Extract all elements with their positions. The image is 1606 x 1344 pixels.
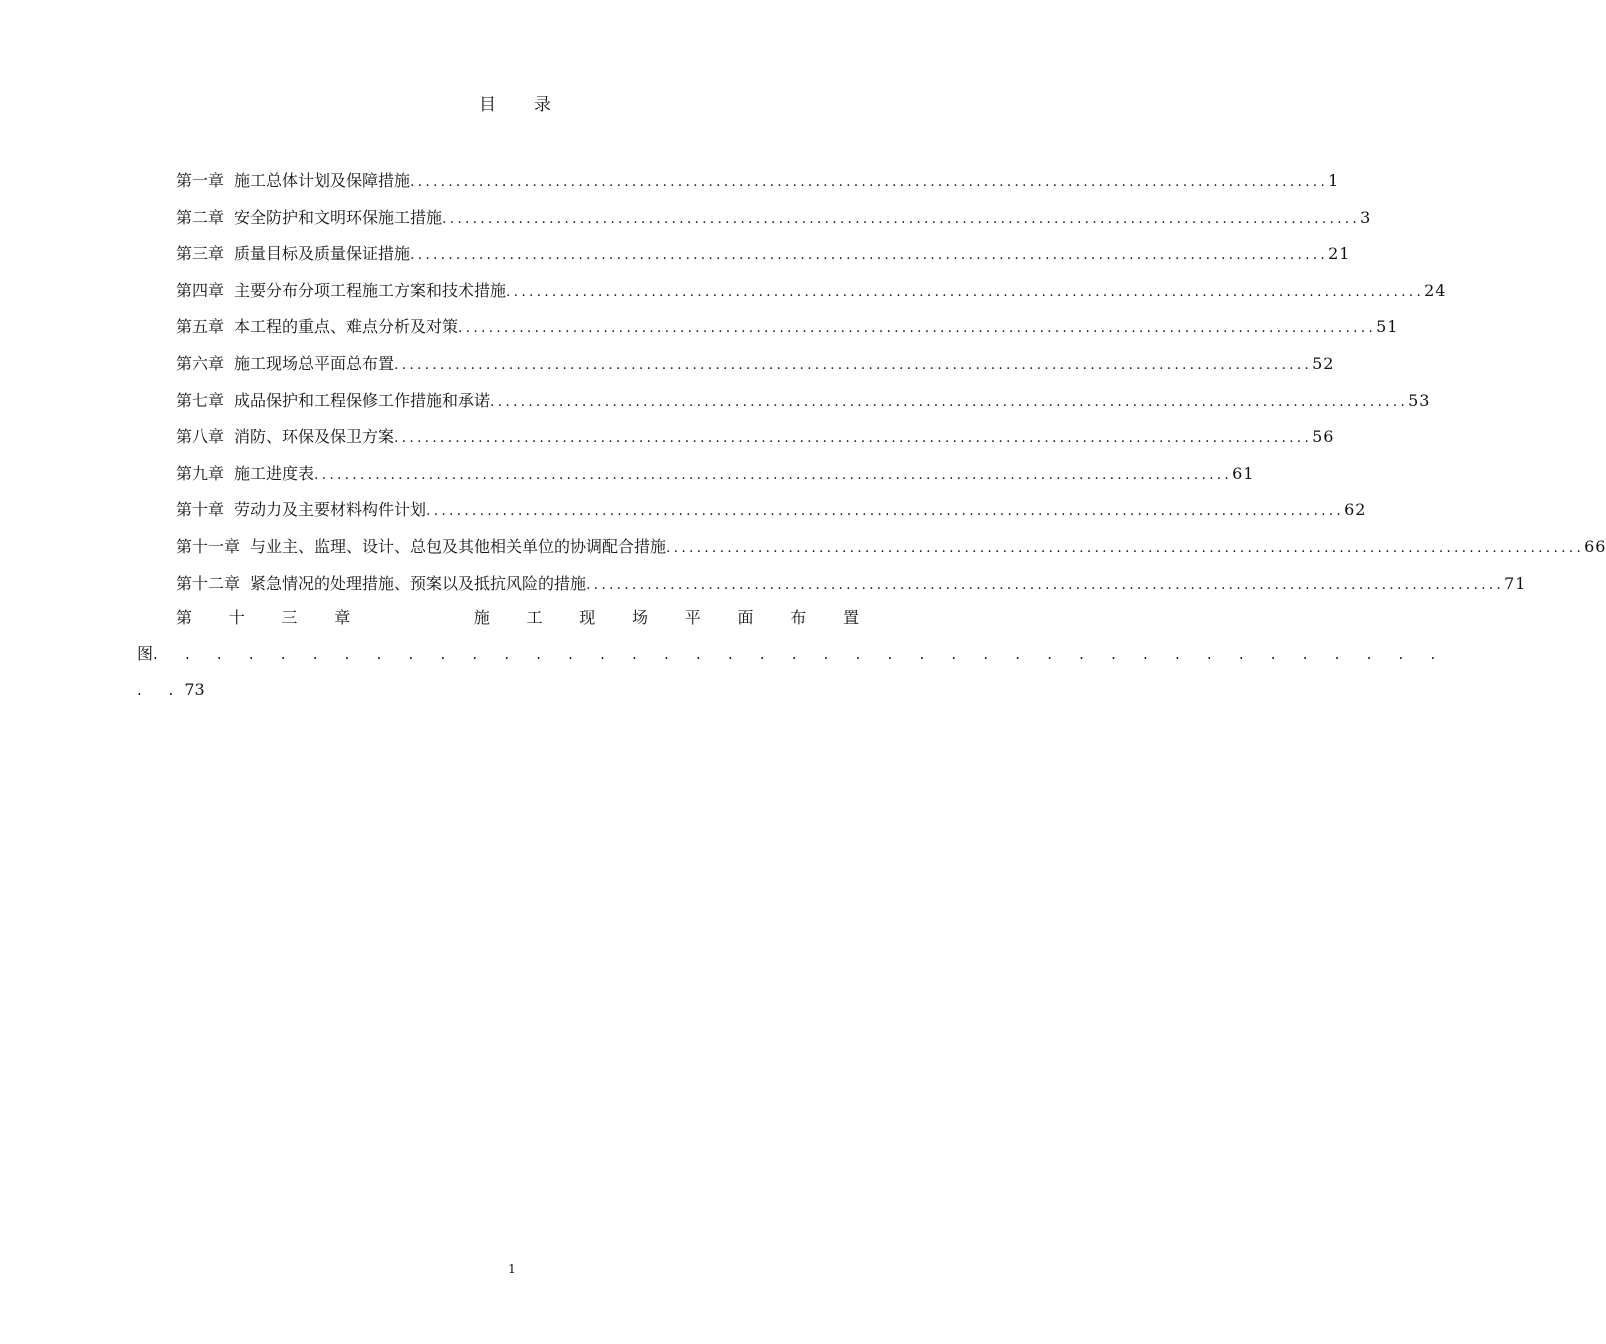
toc-leader-dots: ........................................................................................................................	[442, 210, 1361, 227]
toc-13-line2-start: 图	[137, 644, 154, 663]
toc-chapter-label: 第五章	[176, 317, 225, 337]
toc-page-number: 3	[1360, 207, 1372, 227]
toc-chapter-label: 第十二章	[176, 573, 241, 593]
footer-page-number: 1	[508, 1262, 516, 1276]
toc-page-number: 71	[1504, 573, 1527, 593]
toc-chapter-title: 施工总体计划及保障措施	[234, 171, 411, 190]
toc-leader-dots: ........................................................................................................................	[586, 576, 1505, 593]
toc-chapter-title: 施工现场总平面总布置	[234, 353, 395, 373]
toc-page-number: 21	[1328, 244, 1351, 264]
toc-entry-5[interactable]	[176, 309, 1399, 346]
toc-13-char: 现	[579, 608, 596, 627]
toc-chapter-label: 第八章	[176, 427, 225, 447]
toc-title	[0, 90, 1030, 115]
toc-page-number: 53	[1408, 390, 1431, 410]
toc-chapter-title: 主要分布分项工程施工方案和技术措施	[234, 280, 507, 300]
toc-leader-dots: ........................................................................................................................	[666, 539, 1585, 556]
toc-13-char: 平	[684, 608, 701, 627]
toc-13-char: 章	[334, 608, 351, 627]
toc-title-char-2: 录	[534, 95, 551, 115]
toc-13-leader-dots: . . . . . . . . . . . . . . . . . . . . . . . . . . . . . . . . . . . . . . . . .	[153, 645, 1447, 663]
toc-page-number: 66	[1584, 536, 1606, 556]
toc-chapter-title: 与业主、监理、设计、总包及其他相关单位的协调配合措施	[250, 536, 667, 556]
toc-chapter-title: 劳动力及主要材料构件计划	[234, 500, 427, 520]
toc-entry-10[interactable]	[176, 492, 1367, 529]
toc-entry-2[interactable]	[176, 200, 1372, 237]
toc-chapter-title: 安全防护和文明环保施工措施	[234, 207, 443, 227]
toc-entry-11[interactable]	[176, 529, 1606, 566]
toc-chapter-title: 施工进度表	[234, 463, 315, 483]
toc-chapter-title: 消防、环保及保卫方案	[234, 427, 395, 447]
toc-entry-3[interactable]	[176, 236, 1351, 273]
toc-13-char: 十	[228, 608, 245, 627]
toc-entry-13-line-2	[137, 636, 1447, 672]
toc-chapter-title: 本工程的重点、难点分析及对策	[234, 317, 459, 337]
toc-page-number: 24	[1424, 280, 1447, 300]
toc-entry-12[interactable]	[176, 566, 1527, 603]
toc-leader-dots: ........................................................................................................................	[506, 283, 1425, 300]
toc-chapter-label: 第六章	[176, 353, 225, 373]
toc-entry-8[interactable]	[176, 419, 1335, 456]
toc-13-char: 第	[176, 608, 193, 627]
toc-entry-7[interactable]	[176, 383, 1431, 420]
toc-chapter-label: 第二章	[176, 207, 225, 227]
toc-leader-dots: ........................................................................................................................	[490, 393, 1409, 410]
toc-leader-dots: ........................................................................................................................	[458, 320, 1377, 337]
toc-entry-1[interactable]	[176, 163, 1340, 200]
toc-chapter-label: 第四章	[176, 280, 225, 300]
toc-13-char: 面	[737, 608, 754, 627]
toc-13-char: 施	[473, 608, 490, 627]
toc-chapter-label: 第三章	[176, 244, 225, 264]
toc-chapter-label: 第九章	[176, 463, 225, 483]
toc-chapter-label: 第七章	[176, 390, 225, 410]
toc-leader-dots: ........................................................................................................................	[394, 356, 1313, 373]
toc-13-char: 三	[281, 608, 298, 627]
toc-page-number: 51	[1376, 317, 1399, 337]
toc-entry-9[interactable]	[176, 456, 1255, 493]
toc-13-char: 布	[790, 608, 807, 627]
toc-page-number: 62	[1344, 500, 1367, 520]
toc-chapter-label: 第十一章	[176, 536, 241, 556]
toc-13-char: 场	[631, 608, 648, 627]
toc-entry-13[interactable]	[137, 600, 1447, 708]
toc-entry-13-line-1	[176, 600, 859, 636]
toc-leader-dots: ........................................................................................................................	[410, 247, 1329, 264]
toc-chapter-label: 第一章	[176, 171, 225, 190]
toc-entry-13-line-3	[137, 672, 859, 708]
toc-chapter-label: 第十章	[176, 500, 225, 520]
toc-chapter-title: 紧急情况的处理措施、预案以及抵抗风险的措施	[250, 573, 587, 593]
toc-page-number: 1	[1328, 171, 1340, 190]
toc-title-char-1: 目	[479, 95, 496, 115]
toc-13-char: 工	[526, 608, 543, 627]
toc-leader-dots: ........................................................................................................................	[314, 466, 1233, 483]
toc-page-number: 52	[1312, 353, 1335, 373]
toc-13-leader-dots-end: . .	[137, 681, 185, 699]
toc-page-number: 61	[1232, 463, 1255, 483]
toc-leader-dots: ........................................................................................................................	[410, 174, 1329, 190]
toc-list	[176, 163, 1606, 602]
toc-page-number: 56	[1312, 427, 1335, 447]
toc-entry-6[interactable]	[176, 346, 1335, 383]
toc-chapter-title: 质量目标及质量保证措施	[234, 244, 411, 264]
toc-leader-dots: ........................................................................................................................	[426, 503, 1345, 520]
toc-13-page-number: 73	[184, 680, 205, 699]
toc-chapter-title: 成品保护和工程保修工作措施和承诺	[234, 390, 491, 410]
toc-13-char: 置	[842, 608, 859, 627]
toc-entry-4[interactable]	[176, 273, 1447, 310]
toc-leader-dots: ........................................................................................................................	[394, 430, 1313, 447]
